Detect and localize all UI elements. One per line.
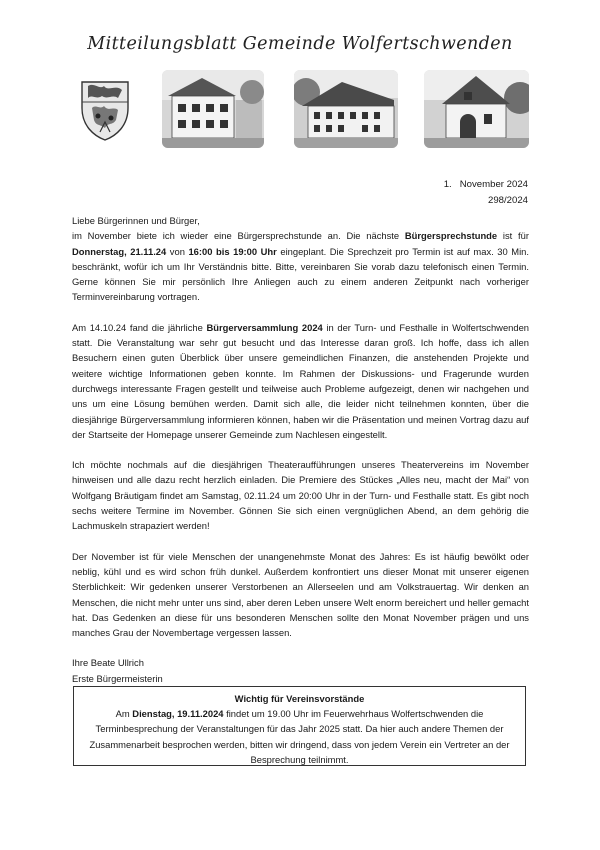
paragraph-office-hours: im November biete ich wieder eine Bürgersprechstunde an. Die nächste Bürgersprechstunde ist für Donnerstag, 21.11.24 von 16:00 bis 19:00 Uhr eingeplant. Die Sprechzeit pro Termin ist auf max. 30 Min. beschränkt, wofür ich um Ihr Verständnis bitte. Bitte, vereinbaren Sie vorab dazu telefonisch einen Termin. Gerne können Sie mir persönlich Ihre Anliegen auch zu einem anderen Zeitpunkt nach vorheriger Terminvereinbarung vortragen. <box>72 230 529 303</box>
paragraph-citizens-meeting: Am 14.10.24 fand die jährliche Bürgerversammlung 2024 in der Turn- und Festhalle in Wolfertschwenden statt. Die Veranstaltung war sehr gut besucht und das Interesse daran groß. Ich hoffe, dass ich allen Besuchern einen guten Überblick über unsere gemeindlichen Finanzen, die anstehenden Projekte und weitere wichtige Informationen geben konnte. Im Rahmen der Diskussions- und Fragerunde wurden durchwegs interessante Fragen gestellt und teilweise auch Probleme aufgezeigt, denen wir nachgehen und uns um eine Lösung bemühen werden. Damit sich alle, die leider nicht teilnehmen konnten, über die diesjährige Bürgerversammlung informieren können, haben wir die Präsentation und meinen Vortrag dazu auf der Startseite der Homepage unserer Gemeinde zum Nachlesen eingestellt. <box>72 321 530 440</box>
signature-name: Ihre Beate Ullrich <box>72 657 144 669</box>
paragraph-theater: Ich möchte nochmals auf die diesjährigen Theateraufführungen unseres Theatervereins im November hinweisen und alle dazu recht herzlich einladen. Die Premiere des Stückes „Alles neu, macht der Mai“ von Wolfgang Bräutigam findet am Samstag, 02.11.24 um 20:00 Uhr in der Turn- und Festhalle statt. Es gibt noch sechs weitere Termine im November. Gönnen Sie sich einen vergnüglichen Abend, an dem gehörig die Lachmuskeln strapaziert werden! <box>72 459 529 532</box>
date-month-year: November 2024 <box>459 179 528 190</box>
letter-body <box>72 213 529 686</box>
date-day: 1. <box>443 179 452 190</box>
signature-role: Erste Bürgermeisterin <box>72 672 163 684</box>
header-images <box>78 70 528 150</box>
notice-box <box>73 686 526 766</box>
chapel-photo <box>424 70 529 148</box>
greeting: Liebe Bürgerinnen und Bürger, <box>72 215 200 226</box>
notice-title: Wichtig für Vereinsvorstände <box>234 693 365 704</box>
issue-number: 298/2024 <box>487 194 528 206</box>
school-building-photo <box>294 70 398 148</box>
town-hall-photo <box>162 70 264 148</box>
notice-text: Am Dienstag, 19.11.2024 findet um 19.00 Uhr im Feuerwehrhaus Wolfertschwenden die Terminbesprechung der Veranstaltungen für das Jahr 2025 statt. Da hier auch andere Themen der Zusammenarbeit besprochen werden, bitten wir dringend, dass von jedem Verein ein Vertreter an der Besprechung teilnimmt. <box>89 708 510 765</box>
page-title: Mitteilungsblatt Gemeinde Wolfertschwenden <box>87 34 513 54</box>
date-block <box>444 177 528 208</box>
paragraph-november: Der November ist für viele Menschen der unangenehmste Monat des Jahres: Es ist häufig bewölkt oder neblig, kühl und es wird schon früh dunkel. Außerdem konfrontiert uns dieser Monat mit unserer eigenen Sterblichkeit: Wir gedenken unserer Verstorbenen an Allerseelen und am Volkstrauertag. Wir denken an Menschen, die nicht mehr unter uns sind, aber deren Leben unsere Welt enorm bereichert und heller gemacht hat. Das Gedenken an diese für uns besonderen Menschen sollte den Monat November prägen und uns manches Grau der Novembertage vergessen lassen. <box>72 550 529 639</box>
coat-of-arms-icon <box>78 78 132 142</box>
